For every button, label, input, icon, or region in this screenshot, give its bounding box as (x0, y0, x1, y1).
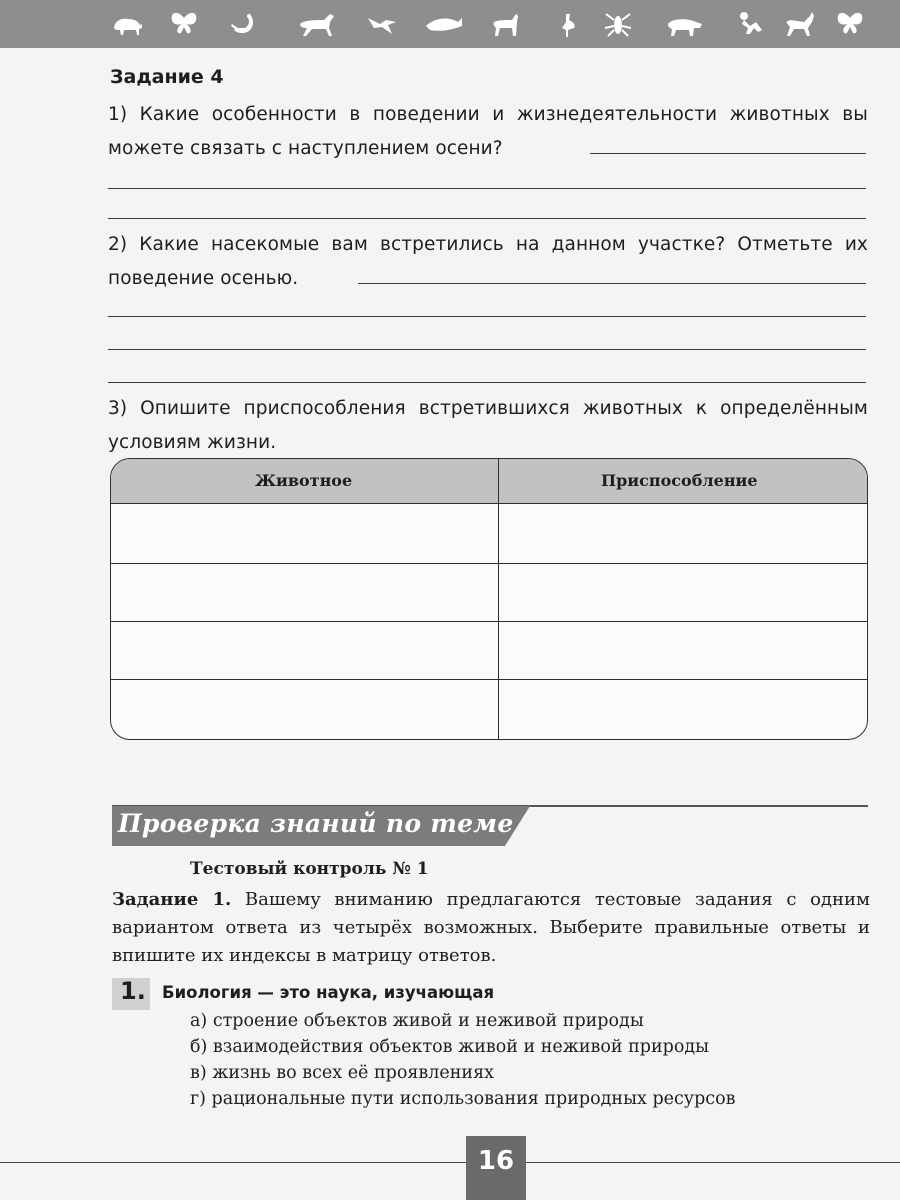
answer-line[interactable] (108, 382, 866, 383)
question-1-text: 1) Какие особенности в поведении и жизнедеятельности животных вы можете связать с наступлением осени? (108, 104, 868, 159)
row-divider (111, 503, 867, 504)
answer-line[interactable] (108, 316, 866, 317)
butterfly-icon (834, 10, 866, 38)
page-number: 16 (477, 1146, 515, 1176)
task1-instructions (112, 886, 870, 970)
task1-label: Задание 1. (112, 889, 232, 910)
goat-icon (490, 10, 522, 38)
answer-option-v: в) жизнь во всех её проявлениях (190, 1063, 494, 1083)
dolphin-icon (424, 10, 464, 38)
test-title: Тестовый контроль № 1 (190, 859, 429, 879)
butterfly-icon (168, 10, 200, 38)
footer-rule (0, 1162, 900, 1163)
scorpion-icon (228, 10, 260, 38)
heron-icon (552, 10, 584, 38)
monkey-icon (734, 10, 766, 38)
section-title: Проверка знаний по теме (118, 809, 514, 838)
boar-icon (664, 10, 704, 38)
answer-line[interactable] (590, 153, 866, 154)
answer-option-g: г) рациональные пути использования природных ресурсов (190, 1089, 736, 1109)
question-stem: Биология — это наука, изучающая (162, 983, 495, 1002)
column-divider (498, 459, 499, 739)
question-number: 1. (120, 977, 146, 1005)
answer-line[interactable] (358, 283, 866, 284)
question-2-text: 2) Какие насекомые вам встретились на данном участке? Отметьте их поведение осенью. (108, 234, 868, 289)
column-header-adaptation: Приспособление (601, 471, 758, 490)
row-divider (111, 679, 867, 680)
answer-line[interactable] (108, 218, 866, 219)
row-divider (111, 563, 867, 564)
answer-line[interactable] (108, 188, 866, 189)
task1-text: Вашему вниманию предлагаются тестовые задания с одним вариантом ответа из четырёх возможных. Выберите правильные ответы и впишите их индексы в матрицу ответов. (112, 889, 871, 966)
bison-icon (112, 10, 144, 38)
answer-line[interactable] (108, 349, 866, 350)
answer-option-b: б) взаимодействия объектов живой и неживой природы (190, 1037, 710, 1057)
question-3-text: 3) Опишите приспособления встретившихся животных к определённым условиям жизни. (108, 398, 868, 453)
header-band (0, 0, 900, 48)
insect-icon (602, 10, 634, 38)
adaptations-table (110, 458, 868, 740)
column-header-animal: Животное (255, 471, 353, 490)
deer-icon (782, 10, 818, 38)
bird-icon (366, 10, 398, 38)
row-divider (111, 621, 867, 622)
horse-icon (296, 10, 338, 38)
task4-heading: Задание 4 (110, 66, 224, 88)
answer-option-a: а) строение объектов живой и неживой природы (190, 1011, 644, 1031)
